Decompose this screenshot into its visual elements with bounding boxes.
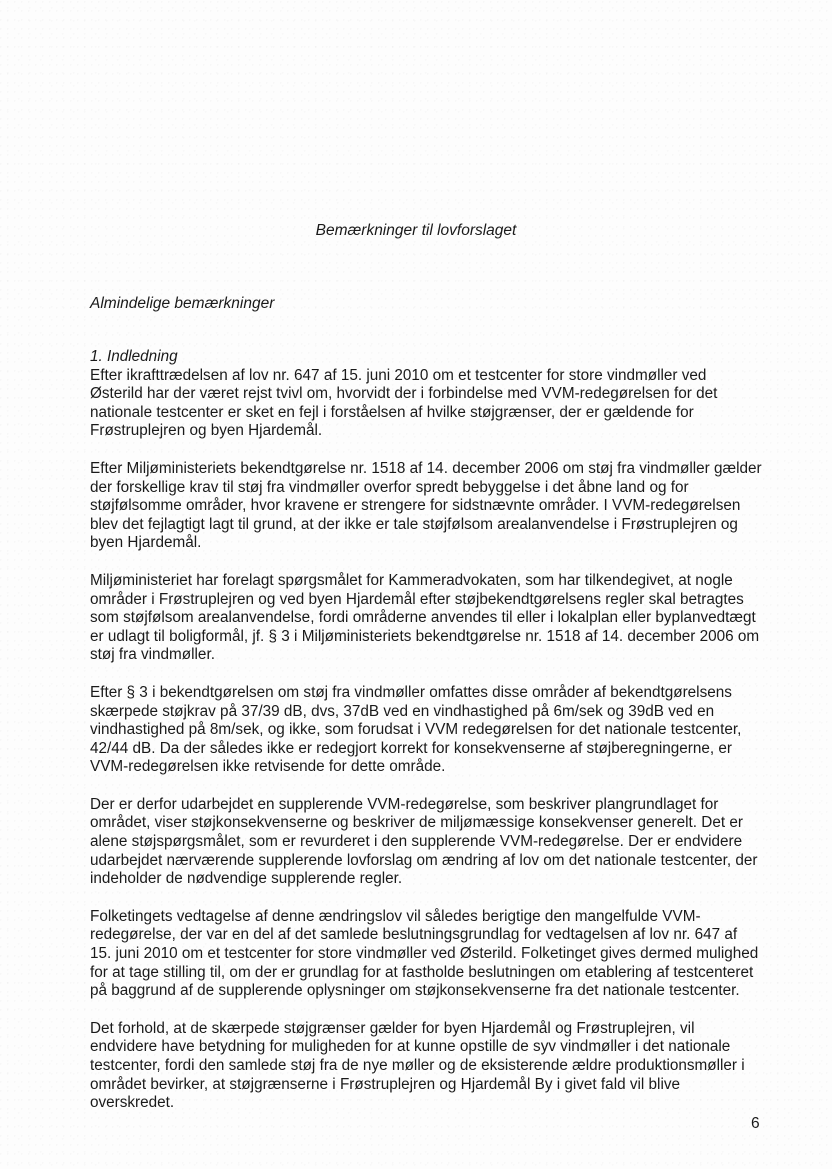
paragraph: Folketingets vedtagelse af denne ændringslov vil således berigtige den mangelfulde VVM-redegørelse, der var en del af det samlede beslutningsgrundlag for vedtagelsen af lov nr. 647 af 15. juni 2010 om et testcenter for store vindmøller ved Østerild. Folketinget gives dermed mulighed for at tage stilling til, om der er grundlag for at fastholde beslutningen om etablering af testcenteret på baggrund af de supplerende oplysninger om støjkonsekvenserne fra det nationale testcenter.	[90, 907, 759, 1000]
paragraph: Miljøministeriet har forelagt spørgsmålet for Kammeradvokaten, som har tilkendegivet, at nogle områder i Frøstruplejren og ved byen Hjardemål efter støjbekendtgørelsens regler skal betragtes som støjfølsom arealanvendelse, fordi områderne anvendes til eller i lokalplan eller byplanvedtægt er udlagt til boligformål, jf. § 3 i Miljøministeriets bekendtgørelse nr. 1518 af 14. december 2006 om støj fra vindmøller.	[90, 571, 760, 664]
paragraph: Efter Miljøministeriets bekendtgørelse nr. 1518 af 14. december 2006 om støj fra vindmøller gælder der forskellige krav til støj fra vindmøller overfor spredt bebyggelse i det åbne land og for støjfølsomme områder, hvor kravene er strengere for sidstnævnte områder. I VVM-redegørelsen blev det fejlagtigt lagt til grund, at der ikke er tale støjfølsom arealanvendelse i Frøstruplejren og byen Hjardemål.	[90, 459, 762, 552]
paragraph: Det forhold, at de skærpede støjgrænser gælder for byen Hjardemål og Frøstruplejren, vil endvidere have betydning for muligheden for at kunne opstille de syv vindmøller i det nationale testcenter, fordi den samlede støj fra de nye møller og de eksisterende ældre produktionsmøller i området bevirker, at støjgrænserne i Frøstruplejren og Hjardemål By i givet fald vil blive overskredet.	[90, 1019, 745, 1112]
document-body	[90, 348, 762, 1132]
document-title: Bemærkninger til lovforslaget	[315, 222, 517, 239]
section-heading: Almindelige bemærkninger	[90, 295, 275, 312]
paragraph: Efter § 3 i bekendtgørelsen om støj fra vindmøller omfattes disse områder af bekendtgørelsens skærpede støjkrav på 37/39 dB, dvs, 37dB ved en vindhastighed på 6m/sek og 39dB ved en vindhastighed på 8m/sek, og ikke, som forudsat i VVM redegørelsen for det nationale testcenter, 42/44 dB. Da der således ikke er redegjort korrekt for konsekvenserne af støjberegningerne, er VVM-redegørelsen ikke retvisende for dette område.	[90, 683, 742, 776]
paragraph: Der er derfor udarbejdet en supplerende VVM-redegørelse, som beskriver plangrundlaget for området, viser støjkonsekvenserne og beskriver de miljømæssige konsekvenser generelt. Det er alene støjspørgsmålet, som er revurderet i den supplerende VVM-redegørelse. Der er endvidere udarbejdet nærværende supplerende lovforslag om ændring af lov om det nationale testcenter, der indeholder de nødvendige supplerende regler.	[90, 795, 758, 888]
paragraph: Efter ikrafttrædelsen af lov nr. 647 af 15. juni 2010 om et testcenter for store vindmøller ved Østerild har der været rejst tvivl om, hvorvidt der i forbindelse med VVM-redegørelsen for det nationale testcenter er sket en fejl i forståelsen af hvilke støjgrænser, der er gældende for Frøstruplejren og byen Hjardemål.	[90, 366, 718, 440]
page-number: 6	[751, 1115, 760, 1132]
subheading-introduction: 1. Indledning	[90, 348, 178, 365]
